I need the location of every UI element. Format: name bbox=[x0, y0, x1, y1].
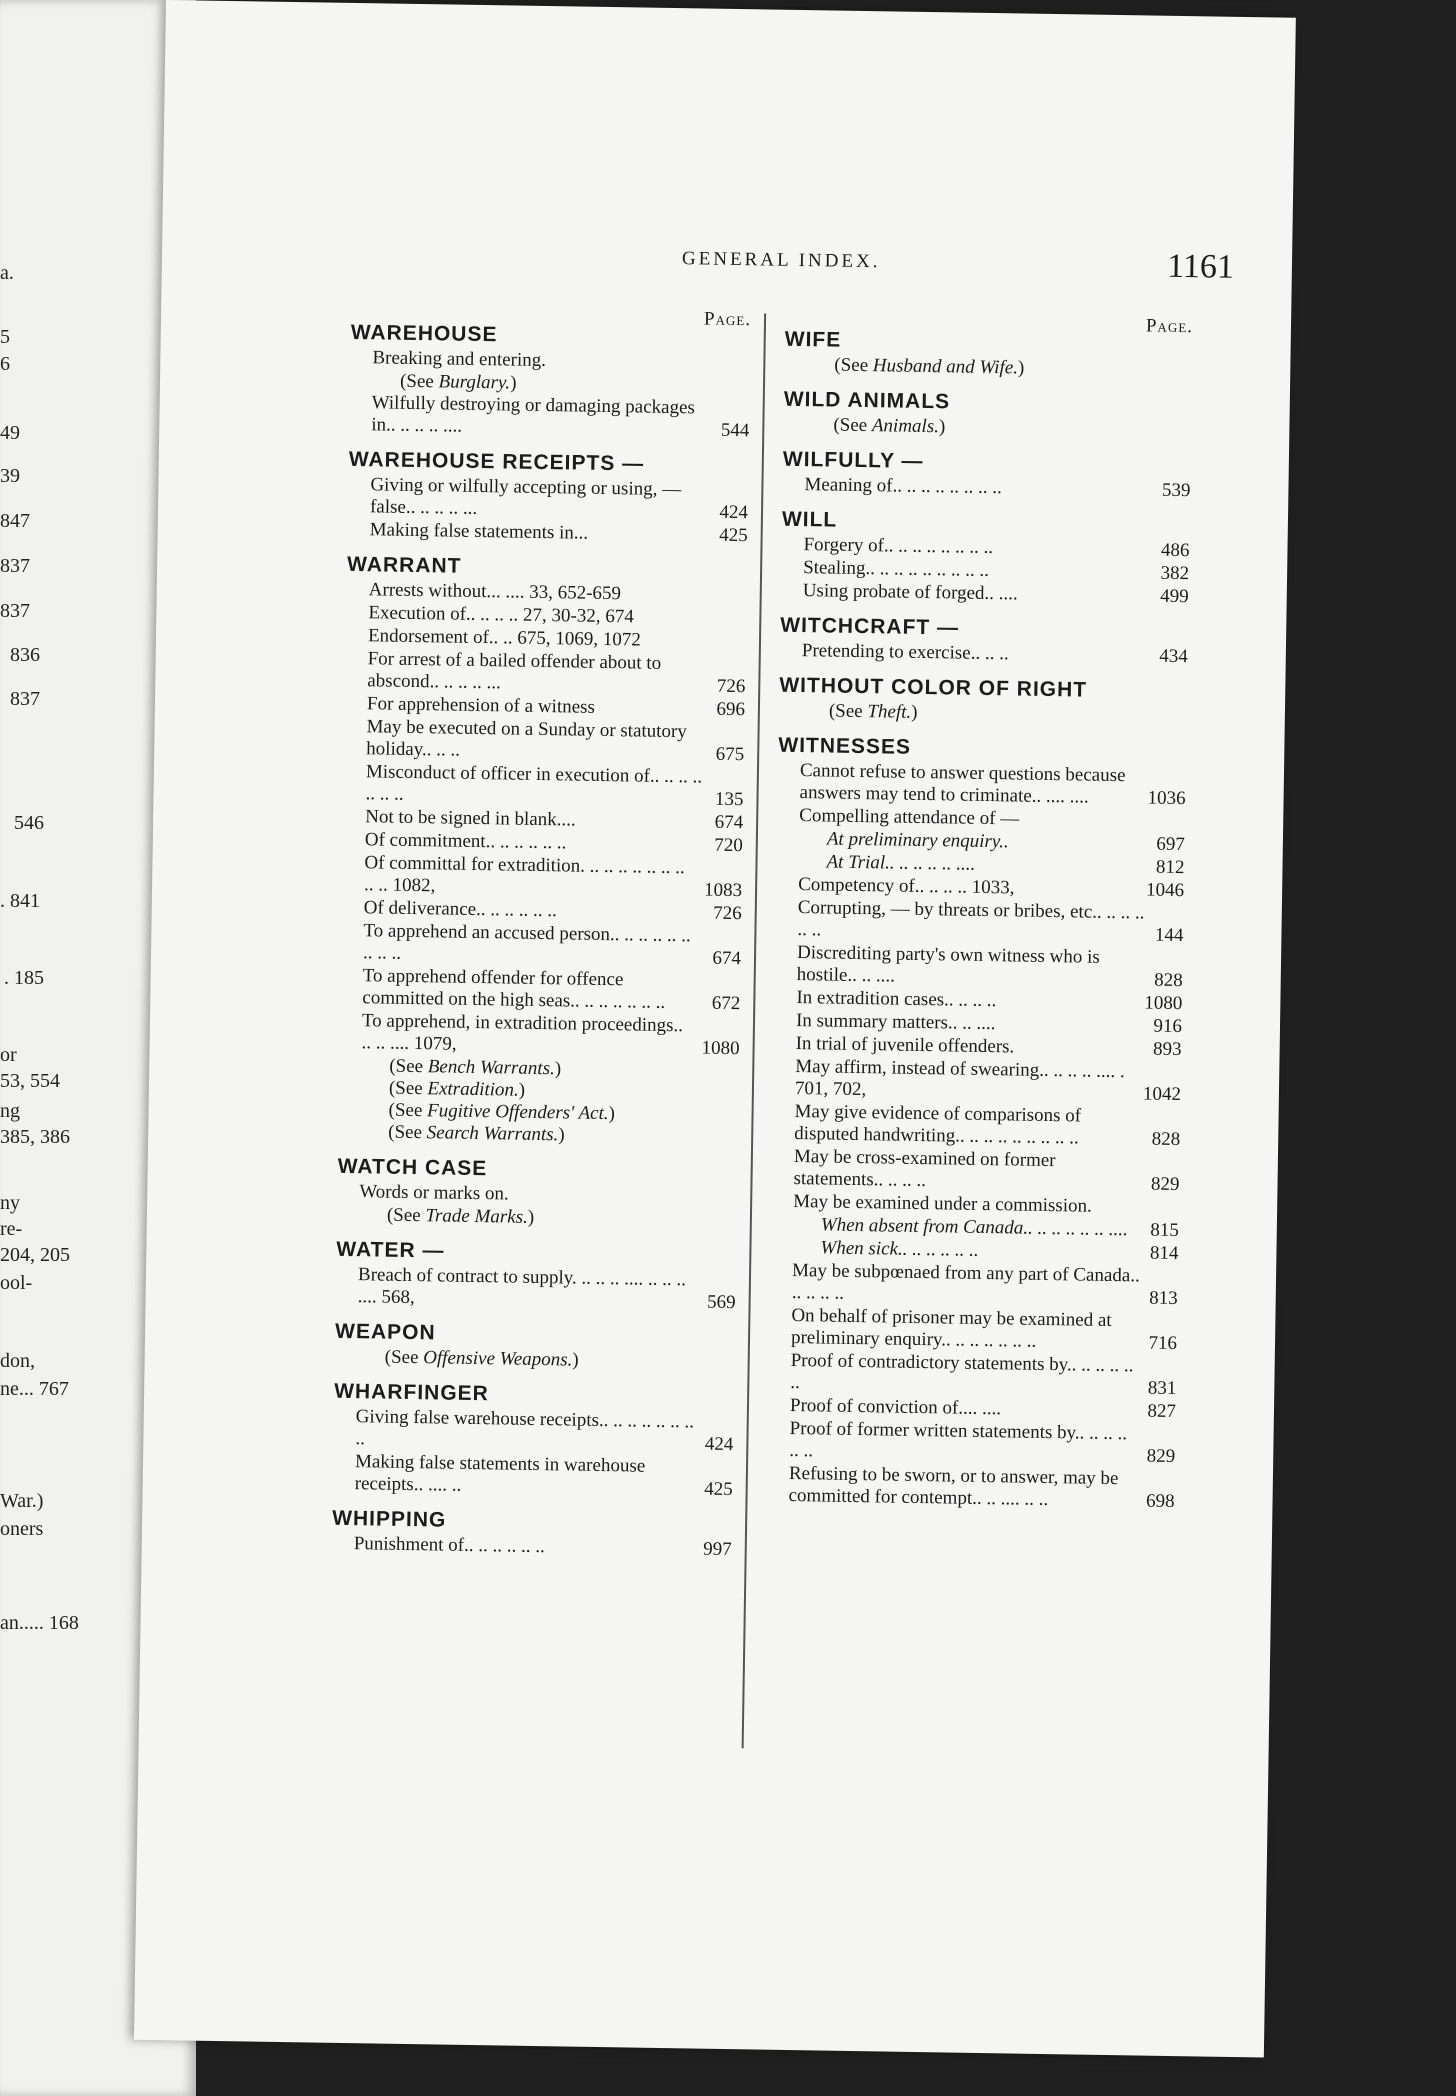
facing-page-fragment: 836 bbox=[10, 644, 40, 666]
entry-page-number: 1080 bbox=[1144, 992, 1183, 1015]
entry-text: Competency of.. .. .. .. 1033, bbox=[798, 874, 1015, 899]
entry-page-number: 726 bbox=[716, 675, 746, 698]
index-heading: WHIPPING bbox=[331, 1506, 447, 1532]
cross-reference-prefix: (See bbox=[828, 700, 868, 723]
cross-reference bbox=[779, 700, 1187, 728]
index-heading: WAREHOUSE RECEIPTS — bbox=[348, 447, 645, 476]
entry-page-number: 726 bbox=[713, 902, 742, 925]
facing-page-fragment: ne... 767 bbox=[0, 1378, 69, 1400]
index-entry bbox=[333, 1451, 734, 1501]
entry-page-number: 675 bbox=[715, 743, 745, 766]
entry-text: May be examined under a commission. bbox=[793, 1191, 1092, 1217]
cross-reference-suffix: ) bbox=[518, 1079, 526, 1101]
index-entry bbox=[339, 1010, 740, 1060]
index-heading: WILFULLY — bbox=[782, 447, 924, 473]
facing-page-fragment: 53, 554 bbox=[0, 1070, 60, 1092]
entry-page-number: 144 bbox=[1154, 924, 1184, 947]
facing-page-fragment: or bbox=[0, 1044, 17, 1066]
index-entry bbox=[775, 942, 1184, 992]
entry-text: In summary matters.. .. .... bbox=[795, 1010, 996, 1035]
index-heading: WATER — bbox=[336, 1237, 445, 1263]
entry-text: Corrupting, — by threats or bribes, etc.. .. .. .. .. .. bbox=[797, 897, 1145, 941]
cross-reference-target: Animals. bbox=[871, 415, 940, 438]
cross-reference-target: Trade Marks. bbox=[425, 1205, 529, 1228]
entry-page-number: 1036 bbox=[1147, 787, 1186, 810]
entry-page-number: 1083 bbox=[703, 879, 743, 902]
entry-text: Discrediting party's own witness who is hostile.. .. .... bbox=[796, 942, 1100, 987]
facing-page-fragment: ool- bbox=[0, 1272, 33, 1294]
facing-page-fragment: 847 bbox=[0, 510, 30, 532]
entry-page-number: 1080 bbox=[701, 1037, 740, 1060]
facing-page-fragment: 837 bbox=[0, 555, 30, 577]
index-entry bbox=[772, 1101, 1181, 1151]
entry-page-number: 814 bbox=[1149, 1242, 1179, 1265]
index-heading: WILL bbox=[781, 507, 838, 532]
facing-page-fragment: 385, 386 bbox=[0, 1126, 70, 1148]
entry-page-number: 813 bbox=[1149, 1287, 1178, 1310]
entry-text: Proof of conviction of.... .... bbox=[789, 1394, 1002, 1420]
cross-reference-target: Theft. bbox=[867, 701, 912, 723]
entry-text: Proof of contradictory statements by.. .. .. .. .. .. bbox=[790, 1349, 1134, 1394]
index-heading: WITNESSES bbox=[778, 733, 912, 759]
index-entry bbox=[335, 1264, 736, 1314]
index-entry bbox=[775, 897, 1184, 947]
index-heading: WHARFINGER bbox=[333, 1379, 489, 1406]
cross-reference-suffix: ) bbox=[938, 416, 946, 438]
cross-reference-target: Extradition. bbox=[427, 1078, 519, 1101]
cross-reference-target: Offensive Weapons. bbox=[423, 1347, 573, 1371]
index-page bbox=[134, 0, 1296, 2057]
index-entry bbox=[773, 1056, 1182, 1106]
index-entry bbox=[344, 716, 745, 766]
entry-page-number: 829 bbox=[1146, 1445, 1176, 1468]
entry-text: When absent from Canada.. .. .. .. .. .. .... bbox=[820, 1214, 1128, 1241]
entry-page-number: 716 bbox=[1148, 1332, 1178, 1355]
entry-page-number: 424 bbox=[719, 501, 749, 524]
index-column-right bbox=[766, 310, 1193, 1514]
index-entry bbox=[340, 965, 741, 1015]
entry-text: Stealing.. .. .. .. .. .. .. .. .. bbox=[802, 557, 990, 581]
entry-page-number: 828 bbox=[1151, 1128, 1181, 1151]
cross-reference-suffix: ) bbox=[1017, 357, 1025, 379]
index-entry bbox=[342, 852, 743, 902]
entry-page-number: 424 bbox=[704, 1433, 734, 1456]
page-header bbox=[682, 240, 1263, 299]
cross-reference-prefix: (See bbox=[384, 1346, 424, 1369]
facing-page-fragment: 5 bbox=[0, 326, 10, 348]
page-number: 1161 bbox=[1166, 247, 1235, 286]
entry-text: At Trial.. .. .. .. .. .... bbox=[826, 851, 976, 875]
index-heading: WARRANT bbox=[346, 552, 462, 578]
index-heading: WITHOUT COLOR OF RIGHT bbox=[779, 673, 1088, 702]
entry-text: In extradition cases.. .. .. .. bbox=[796, 987, 997, 1012]
entry-page-number: 539 bbox=[1161, 479, 1191, 502]
cross-reference bbox=[784, 354, 1192, 382]
facing-page-fragment: a. bbox=[0, 262, 14, 284]
index-heading: WATCH CASE bbox=[337, 1154, 488, 1181]
entry-text: Breaking and entering. bbox=[372, 347, 547, 372]
entry-page-number: 569 bbox=[706, 1291, 736, 1314]
entry-text: For arrest of a bailed offender about to abscond.. .. .. .. ... bbox=[367, 648, 662, 694]
entry-text: At preliminary enquiry.. bbox=[826, 828, 1009, 853]
facing-page-fragment: 204, 205 bbox=[0, 1244, 70, 1266]
cross-reference-target: Husband and Wife. bbox=[872, 355, 1019, 379]
entry-page-number: 1046 bbox=[1145, 879, 1185, 902]
facing-page-fragment: 837 bbox=[0, 600, 30, 622]
index-entry bbox=[332, 1533, 732, 1561]
entry-page-number: 812 bbox=[1155, 856, 1185, 879]
cross-reference-suffix: ) bbox=[558, 1124, 565, 1146]
entry-text: Endorsement of.. .. 675, 1069, 1072 bbox=[367, 625, 641, 651]
cross-reference-prefix: (See bbox=[386, 1204, 426, 1227]
entry-page-number: 382 bbox=[1160, 562, 1190, 585]
entry-text: To apprehend an accused person.. .. .. .. .. .. .. .. .. bbox=[362, 920, 691, 964]
index-entry bbox=[769, 1305, 1178, 1355]
index-entry bbox=[345, 648, 746, 698]
entry-page-number: 698 bbox=[1145, 1490, 1175, 1513]
cross-reference-prefix: (See bbox=[388, 1121, 427, 1144]
index-heading: WITCHCRAFT — bbox=[780, 613, 960, 640]
index-column-left bbox=[332, 303, 752, 1562]
entry-page-number: 425 bbox=[704, 1478, 733, 1501]
cross-reference-prefix: (See bbox=[834, 354, 874, 377]
index-entry bbox=[343, 761, 744, 811]
entry-text: Making false statements in warehouse receipts.. .... .. bbox=[354, 1451, 646, 1496]
entry-text: Execution of.. .. .. .. 27, 30-32, 674 bbox=[368, 602, 634, 628]
entry-text: Giving false warehouse receipts.. .. .. .. .. .. .. .. bbox=[355, 1406, 695, 1450]
entry-text: Of committal for extradition. .. .. .. .. .. .. .. .. .. 1082, bbox=[363, 852, 685, 897]
entry-text: Misconduct of officer in execution of.. .. .. .. .. .. .. bbox=[365, 761, 703, 805]
cross-reference-prefix: (See bbox=[399, 370, 439, 393]
index-heading: WILD ANIMALS bbox=[783, 387, 951, 414]
facing-page-fragment: War.) bbox=[0, 1490, 44, 1512]
index-entry bbox=[341, 920, 742, 970]
facing-page-fragment: oners bbox=[0, 1518, 44, 1540]
index-entry bbox=[349, 392, 750, 442]
entry-page-number: 696 bbox=[716, 698, 746, 721]
cross-reference-suffix: ) bbox=[911, 701, 918, 723]
cross-reference-suffix: ) bbox=[509, 372, 517, 394]
entry-text: When sick.. .. .. .. .. .. bbox=[820, 1237, 979, 1261]
index-entry bbox=[770, 1260, 1179, 1310]
facing-page-fragment: 6 bbox=[0, 353, 10, 375]
entry-text: In trial of juvenile offenders. bbox=[795, 1033, 1015, 1058]
index-entry bbox=[782, 474, 1190, 502]
entry-text: Not to be signed in blank.... bbox=[365, 806, 576, 831]
facing-page-fragment: . 185 bbox=[4, 967, 44, 989]
page-column-label: Page. bbox=[703, 308, 752, 331]
index-entry bbox=[767, 1418, 1176, 1468]
entry-page-number: 997 bbox=[703, 1538, 732, 1561]
entry-page-number: 697 bbox=[1156, 833, 1186, 856]
index-entry bbox=[333, 1406, 734, 1456]
cross-reference-suffix: ) bbox=[554, 1058, 562, 1080]
entry-text: Giving or wilfully accepting or using, — false.. .. .. .. ... bbox=[369, 474, 682, 519]
entry-text: Refusing to be sworn, or to answer, may be committed for contempt.. .. .... .. .. bbox=[788, 1462, 1119, 1511]
entry-text: Of commitment.. .. .. .. .. .. bbox=[364, 829, 567, 854]
facing-page-fragment: . 841 bbox=[0, 890, 40, 912]
entry-page-number: 829 bbox=[1150, 1173, 1180, 1196]
entry-page-number: 425 bbox=[718, 524, 748, 547]
facing-page-fragment: 49 bbox=[0, 422, 20, 444]
facing-page-fragment: ng bbox=[0, 1100, 20, 1122]
entry-text: May give evidence of comparisons of disputed handwriting.. .. .. .. .. .. .. .. .. bbox=[794, 1101, 1082, 1149]
cross-reference-suffix: ) bbox=[572, 1349, 579, 1371]
cross-reference-target: Bench Warrants. bbox=[427, 1056, 555, 1080]
cross-reference bbox=[335, 1346, 735, 1374]
entry-text: Pretending to exercise.. .. .. bbox=[801, 640, 1009, 665]
entry-text: Forgery of.. .. .. .. .. .. .. .. bbox=[803, 534, 994, 559]
index-entry bbox=[771, 1146, 1180, 1196]
entry-text: Making false statements in... bbox=[369, 519, 589, 544]
facing-page-fragment: an..... 168 bbox=[0, 1612, 79, 1634]
entry-text: Punishment of.. .. .. .. .. .. bbox=[353, 1533, 545, 1558]
running-title: GENERAL INDEX. bbox=[681, 248, 881, 273]
entry-page-number: 893 bbox=[1152, 1038, 1182, 1061]
entry-page-number: 916 bbox=[1153, 1015, 1183, 1038]
facing-page-fragment: 546 bbox=[14, 812, 44, 834]
entry-page-number: 486 bbox=[1160, 539, 1190, 562]
entry-text: May be cross-examined on former statements.. .. .. .. bbox=[793, 1146, 1056, 1192]
facing-page-fragment: 837 bbox=[10, 688, 40, 710]
entry-text: Compelling attendance of — bbox=[799, 805, 1020, 830]
entry-page-number: 674 bbox=[714, 811, 744, 834]
cross-reference-target: Search Warrants. bbox=[426, 1122, 559, 1146]
cross-reference-target: Burglary. bbox=[438, 371, 511, 394]
entry-page-number: 831 bbox=[1147, 1377, 1177, 1400]
entry-text: On behalf of prisoner may be examined at preliminary enquiry.. .. .. .. .. .. .. bbox=[790, 1304, 1112, 1352]
index-entry bbox=[348, 474, 749, 524]
cross-reference-suffix: ) bbox=[527, 1206, 535, 1228]
entry-text: May be subpœnaed from any part of Canada.. .. .. .. .. bbox=[791, 1259, 1140, 1304]
cross-reference bbox=[783, 414, 1191, 442]
facing-page-fragment: ny bbox=[0, 1192, 20, 1214]
index-heading: WIFE bbox=[784, 327, 842, 352]
cross-reference-prefix: (See bbox=[388, 1099, 428, 1122]
index-entry bbox=[777, 760, 1186, 810]
entry-text: May affirm, instead of swearing.. .. .. .. .... . 701, 702, bbox=[794, 1056, 1125, 1101]
index-heading: WEAPON bbox=[334, 1319, 436, 1345]
page-column-label: Page. bbox=[1145, 315, 1194, 338]
entry-page-number: 720 bbox=[714, 834, 743, 857]
entry-text: Wilfully destroying or damaging packages in.. .. .. .. .... bbox=[371, 392, 696, 437]
cross-reference-prefix: (See bbox=[389, 1055, 428, 1078]
entry-text: Meaning of.. .. .. .. .. .. .. .. bbox=[804, 474, 1002, 499]
entry-text: Words or marks on. bbox=[359, 1181, 509, 1205]
index-entry bbox=[766, 1463, 1175, 1513]
facing-page-fragment: don, bbox=[0, 1350, 35, 1372]
entry-page-number: 815 bbox=[1150, 1219, 1179, 1242]
entry-text: Using probate of forged.. .... bbox=[802, 580, 1018, 605]
entry-page-number: 1042 bbox=[1142, 1083, 1182, 1106]
facing-page-fragment: 39 bbox=[0, 465, 20, 487]
entry-text: Breach of contract to supply. .. .. .. .... .. .. .. .... 568, bbox=[357, 1264, 687, 1309]
entry-page-number: 434 bbox=[1159, 645, 1188, 668]
entry-page-number: 827 bbox=[1147, 1400, 1177, 1423]
entry-text: For apprehension of a witness bbox=[366, 693, 596, 718]
entry-text: Proof of former written statements by.. .. .. .. .. .. bbox=[789, 1417, 1128, 1462]
entry-text: Cannot refuse to answer questions because answers may tend to criminate.. .... .... bbox=[799, 760, 1126, 808]
entry-text: Arrests without... .... 33, 652-659 bbox=[368, 579, 622, 605]
index-entry bbox=[780, 640, 1188, 668]
entry-page-number: 544 bbox=[720, 419, 750, 442]
entry-text: May be executed on a Sunday or statutory holiday.. .. .. bbox=[366, 716, 688, 761]
entry-page-number: 499 bbox=[1160, 585, 1189, 608]
cross-reference-suffix: ) bbox=[608, 1103, 616, 1125]
entry-page-number: 828 bbox=[1154, 969, 1183, 992]
cross-reference-prefix: (See bbox=[833, 414, 873, 437]
cross-reference-target: Fugitive Offenders' Act. bbox=[426, 1100, 609, 1125]
facing-page-fragment: re- bbox=[0, 1218, 23, 1240]
cross-reference-prefix: (See bbox=[388, 1077, 428, 1100]
entry-text: Of deliverance.. .. .. .. .. .. bbox=[363, 897, 558, 922]
entry-text: To apprehend offender for offence committed on the high seas.. .. .. .. .. .. .. bbox=[362, 965, 666, 1013]
entry-text: To apprehend, in extradition proceedings.. .. .. .... 1079, bbox=[361, 1010, 684, 1055]
entry-page-number: 674 bbox=[712, 947, 742, 970]
entry-page-number: 135 bbox=[714, 788, 744, 811]
index-heading: WAREHOUSE bbox=[350, 320, 498, 347]
index-entry bbox=[768, 1350, 1177, 1400]
entry-page-number: 672 bbox=[711, 992, 741, 1015]
